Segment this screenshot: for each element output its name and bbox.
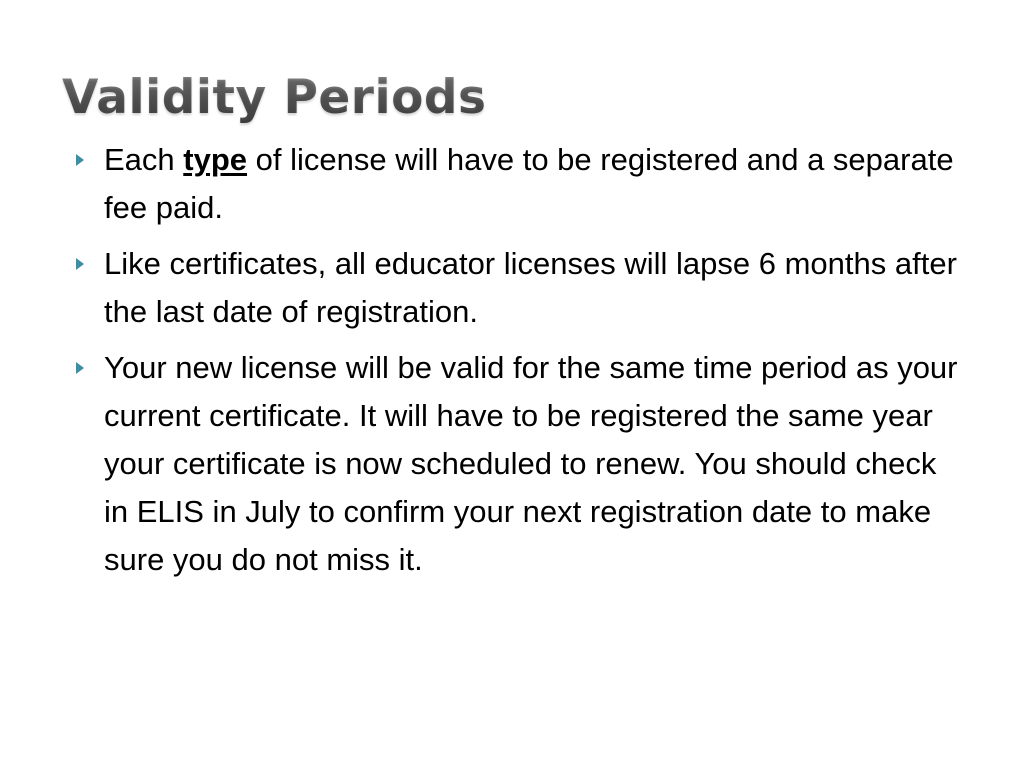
bullet-list xyxy=(74,136,964,592)
triangle-right-icon xyxy=(76,258,84,270)
bullet-text-before: Each xyxy=(104,142,184,177)
bullet-text-emphasis: type xyxy=(183,142,248,177)
bullet-text-after: of license will have to be registered and a separate fee paid. xyxy=(104,142,954,225)
bullet-item-validity xyxy=(74,344,964,584)
bullet-item-type xyxy=(74,136,964,232)
bullet-item-lapse xyxy=(74,240,964,336)
bullet-text: Like certificates, all educator licenses will lapse 6 months after the last date of registration. xyxy=(104,246,957,329)
triangle-right-icon xyxy=(76,362,84,374)
triangle-right-icon xyxy=(76,154,84,166)
bullet-text: Your new license will be valid for the same time period as your current certificate. It will have to be registered the same year your certificate is now scheduled to renew. You should check in ELIS in July to confirm your next registration date to make sure you do not miss it. xyxy=(104,350,958,577)
slide-title: Validity Periods xyxy=(62,68,486,128)
